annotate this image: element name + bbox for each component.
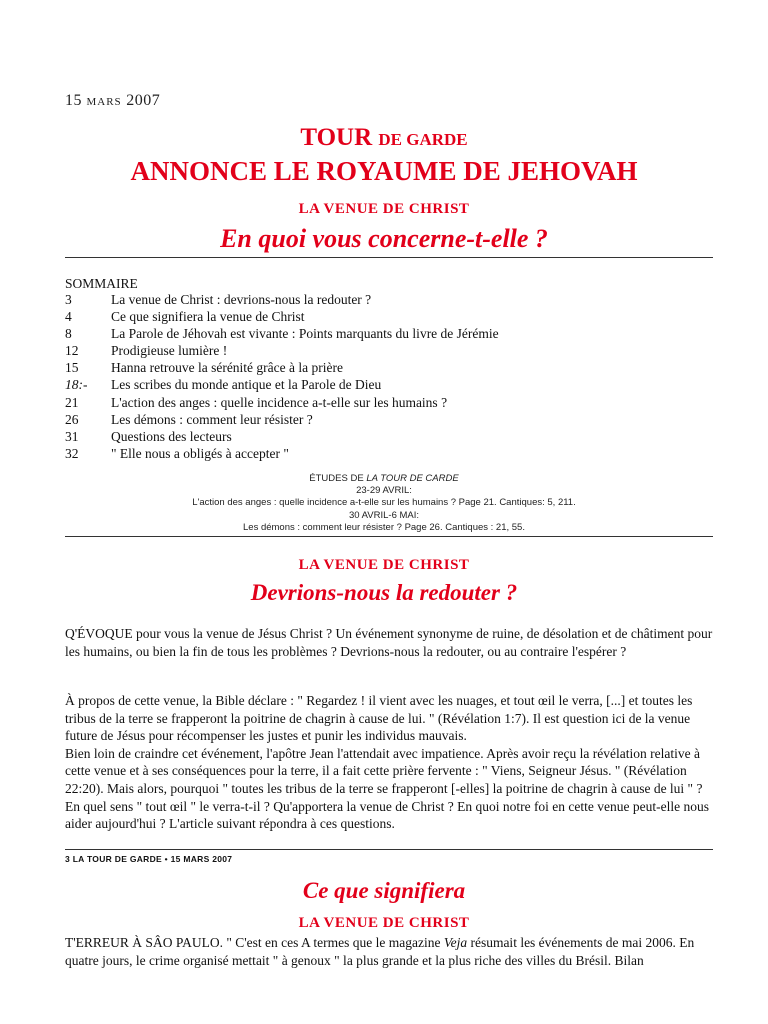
summary-page-number: 4 bbox=[65, 309, 72, 325]
study-line: 23-29 AVRIL: bbox=[356, 485, 412, 497]
page-footer: 3 LA TOUR DE GARDE • 15 MARS 2007 bbox=[65, 854, 233, 864]
summary-item-title: Hanna retrouve la sérénité grâce à la prière bbox=[111, 360, 343, 376]
article-kicker: LA VENUE DE CHRIST bbox=[298, 557, 470, 573]
study-line: 30 AVRIL-6 MAI: bbox=[348, 509, 420, 521]
date-day: 15 bbox=[65, 92, 82, 109]
summary-page-number: 18:- bbox=[65, 377, 88, 393]
magazine-title bbox=[0, 124, 768, 152]
summary-item bbox=[65, 428, 705, 445]
summary-page-number: 32 bbox=[65, 445, 79, 461]
summary-item-title: Prodigieuse lumière ! bbox=[111, 343, 228, 359]
study-line: Les démons : comment leur résister ? Page 26. Cantiques : 21, 55. bbox=[243, 521, 525, 533]
date-year: 2007 bbox=[126, 92, 161, 109]
article-kicker: LA VENUE DE CHRIST bbox=[298, 915, 470, 931]
article-sentences: Bien loin de craindre cet événement, l'apôtre Jean l'attendait avec impatience. Après avoir reçu la révélation relative à cette venue et à ses conséquences pour la terre, il a fait cette prière fervente : " Viens, Seigneur Jésus. " (Révélation 22:20). Mais alors, pourquoi " toutes les tribus de la terre se frapperont [-elles] la poitrine de chagrin à cause de lui " ? En quel sens " tout œil " le verra-t-il ? Qu'apportera la venue de Christ ? En quoi notre foi en cette venue peut-elle nous aider aujourd'hui ? L'article suivant répondra à ces questions. bbox=[65, 745, 709, 832]
summary-page-number: 31 bbox=[65, 428, 79, 444]
summary-page-number: 15 bbox=[65, 360, 79, 376]
article-paragraph: Q'ÉVOQUE pour vous la venue de Jésus Christ ? Un événement synonyme de ruine, de désolation et de châtiment pour les humains, ou bien la fin de tous les problèmes ? Devrions-nous la redouter, ou au contraire l'espérer ? bbox=[65, 626, 713, 659]
summary-heading: SOMMAIRE bbox=[65, 276, 138, 291]
magazine-name: Veja bbox=[443, 935, 468, 950]
issue-theme: En quoi vous concerne-t-elle ? bbox=[220, 224, 548, 253]
study-line: L'action des anges : quelle incidence a-t-elle sur les humains ? Page 21. Cantiques: 5, 211. bbox=[192, 497, 576, 509]
date-month: MARS bbox=[86, 96, 122, 108]
summary-page-number: 12 bbox=[65, 343, 79, 359]
divider bbox=[65, 849, 713, 850]
article-text: T'ERREUR À SÂO PAULO. " C'est en ces A termes que le magazine bbox=[65, 935, 444, 950]
summary-list bbox=[65, 291, 705, 462]
study-heading-prefix: ÉTUDES DE bbox=[309, 473, 367, 484]
summary-page-number: 21 bbox=[65, 394, 79, 410]
summary-item bbox=[65, 411, 705, 428]
article-sentences: À propos de cette venue, la Bible déclare : " Regardez ! il vient avec les nuages, et tout œil le verra, [...] et toutes les tribus de la terre se frapperont la poitrine de chagrin à cause de lui. " (Révélation 1:7). Il est question ici de la venue future de Jésus pour récompenser les justes et punir les individus mauvais. bbox=[65, 693, 693, 744]
summary-item-title: La Parole de Jéhovah est vivante : Points marquants du livre de Jérémie bbox=[111, 326, 499, 342]
title-de-garde: DE GARDE bbox=[378, 130, 468, 149]
summary-item-title: Questions des lecteurs bbox=[111, 428, 232, 444]
summary-item-title: Les scribes du monde antique et la Parole de Dieu bbox=[111, 377, 382, 393]
study-schedule bbox=[0, 473, 768, 534]
summary-page-number: 26 bbox=[65, 411, 79, 427]
summary-item bbox=[65, 376, 705, 393]
article-paragraph bbox=[65, 692, 715, 833]
divider bbox=[65, 257, 713, 258]
summary-item-title: L'action des anges : quelle incidence a-t-elle sur les humains ? bbox=[111, 394, 448, 410]
article-paragraph bbox=[65, 934, 715, 969]
summary-page-number: 8 bbox=[65, 326, 72, 342]
issue-date bbox=[65, 92, 160, 110]
article-text: résumait les événements de mai 2006. En quatre jours, le crime organisé mettait " à genoux " la plus grande et la plus riche des villes du Brésil. Bilan bbox=[65, 935, 695, 968]
article-title: Ce que signifiera bbox=[302, 878, 466, 903]
summary-item-title: Les démons : comment leur résister ? bbox=[111, 411, 313, 427]
summary-item-title: La venue de Christ : devrions-nous la redouter ? bbox=[111, 292, 372, 307]
summary-item bbox=[65, 394, 705, 411]
study-heading-magazine: LA TOUR DE CARDE bbox=[366, 473, 459, 484]
title-tour: TOUR bbox=[300, 124, 373, 151]
summary-item bbox=[65, 325, 705, 342]
summary-page-number: 3 bbox=[65, 292, 72, 307]
magazine-subtitle: ANNONCE LE ROYAUME DE JEHOVAH bbox=[130, 156, 638, 186]
article-title: Devrions-nous la redouter ? bbox=[250, 580, 518, 605]
summary-item bbox=[65, 308, 705, 325]
summary-item bbox=[65, 291, 705, 308]
summary-item bbox=[65, 445, 705, 462]
issue-kicker: LA VENUE DE CHRIST bbox=[298, 201, 470, 217]
summary-item-title: " Elle nous a obligés à accepter " bbox=[111, 445, 289, 461]
study-heading bbox=[0, 473, 768, 485]
summary-item bbox=[65, 342, 705, 359]
divider bbox=[65, 536, 713, 537]
summary-item bbox=[65, 359, 705, 376]
summary-item-title: Ce que signifiera la venue de Christ bbox=[111, 309, 305, 325]
